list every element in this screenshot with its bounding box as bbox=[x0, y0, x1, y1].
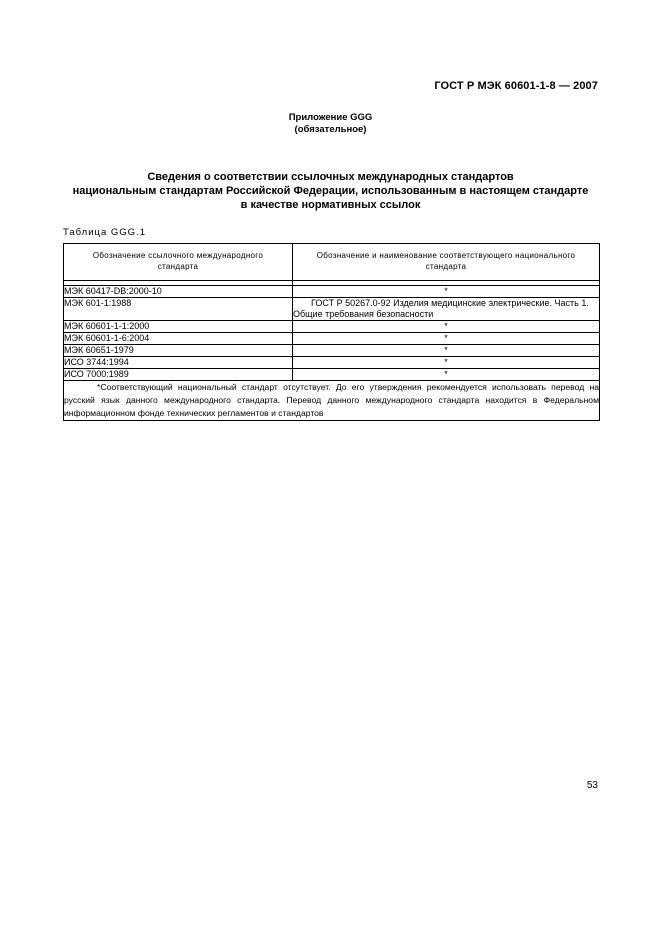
table-row bbox=[64, 298, 600, 321]
table-row bbox=[64, 286, 600, 298]
annex-title: Приложение GGG bbox=[288, 112, 373, 123]
annex-status: (обязательное) bbox=[294, 124, 367, 135]
section-heading-line-3: в качестве нормативных ссылок bbox=[240, 199, 421, 211]
national-standard-cell: * bbox=[293, 357, 600, 369]
table-caption: Таблица GGG.1 bbox=[63, 227, 146, 238]
standards-correspondence-table bbox=[63, 243, 600, 421]
national-standard-cell: * bbox=[293, 345, 600, 357]
reference-standard-cell: МЭК 60417-DB:2000-10 bbox=[64, 286, 293, 298]
table-row bbox=[64, 345, 600, 357]
national-standard-cell: * bbox=[293, 333, 600, 345]
table-footnote: *Соответствующий национальный стандарт отсутствует. До его утверждения рекомендуется использовать перевод на русский язык данного международного стандарта. Перевод данного международного стандарта находится в Федеральном информационном фонде технических регламентов и стандартов bbox=[64, 381, 600, 421]
reference-standard-cell: ИСО 7000:1989 bbox=[64, 369, 293, 381]
document-code: ГОСТ Р МЭК 60601-1-8 — 2007 bbox=[434, 80, 598, 92]
table-row bbox=[64, 333, 600, 345]
table-note-row bbox=[64, 381, 600, 421]
reference-standard-cell: МЭК 601-1:1988 bbox=[64, 298, 293, 321]
column-header-national: Обозначение и наименование соответствующего национального стандарта bbox=[293, 244, 600, 281]
national-standard-cell: * bbox=[293, 321, 600, 333]
table-row bbox=[64, 357, 600, 369]
national-standard-cell: * bbox=[293, 286, 600, 298]
column-header-reference: Обозначение ссылочного международного стандарта bbox=[64, 244, 293, 281]
section-heading-line-1: Сведения о соответствии ссылочных международных стандартов bbox=[147, 171, 514, 183]
annex-title-block bbox=[0, 112, 661, 136]
section-heading bbox=[40, 170, 621, 212]
section-heading-line-2: национальным стандартам Российской Федерации, использованным в настоящем стандарте bbox=[72, 185, 589, 197]
table-header-row bbox=[64, 244, 600, 281]
page-number: 53 bbox=[586, 780, 598, 791]
reference-standard-cell: МЭК 60601-1-6:2004 bbox=[64, 333, 293, 345]
table-row bbox=[64, 369, 600, 381]
national-standard-cell: ГОСТ Р 50267.0-92 Изделия медицинские электрические. Часть 1. Общие требования безопасности bbox=[293, 298, 600, 321]
national-standard-cell: * bbox=[293, 369, 600, 381]
reference-standard-cell: МЭК 60601-1-1:2000 bbox=[64, 321, 293, 333]
table-row bbox=[64, 321, 600, 333]
reference-standard-cell: МЭК 60651-1979 bbox=[64, 345, 293, 357]
reference-standard-cell: ИСО 3744:1994 bbox=[64, 357, 293, 369]
